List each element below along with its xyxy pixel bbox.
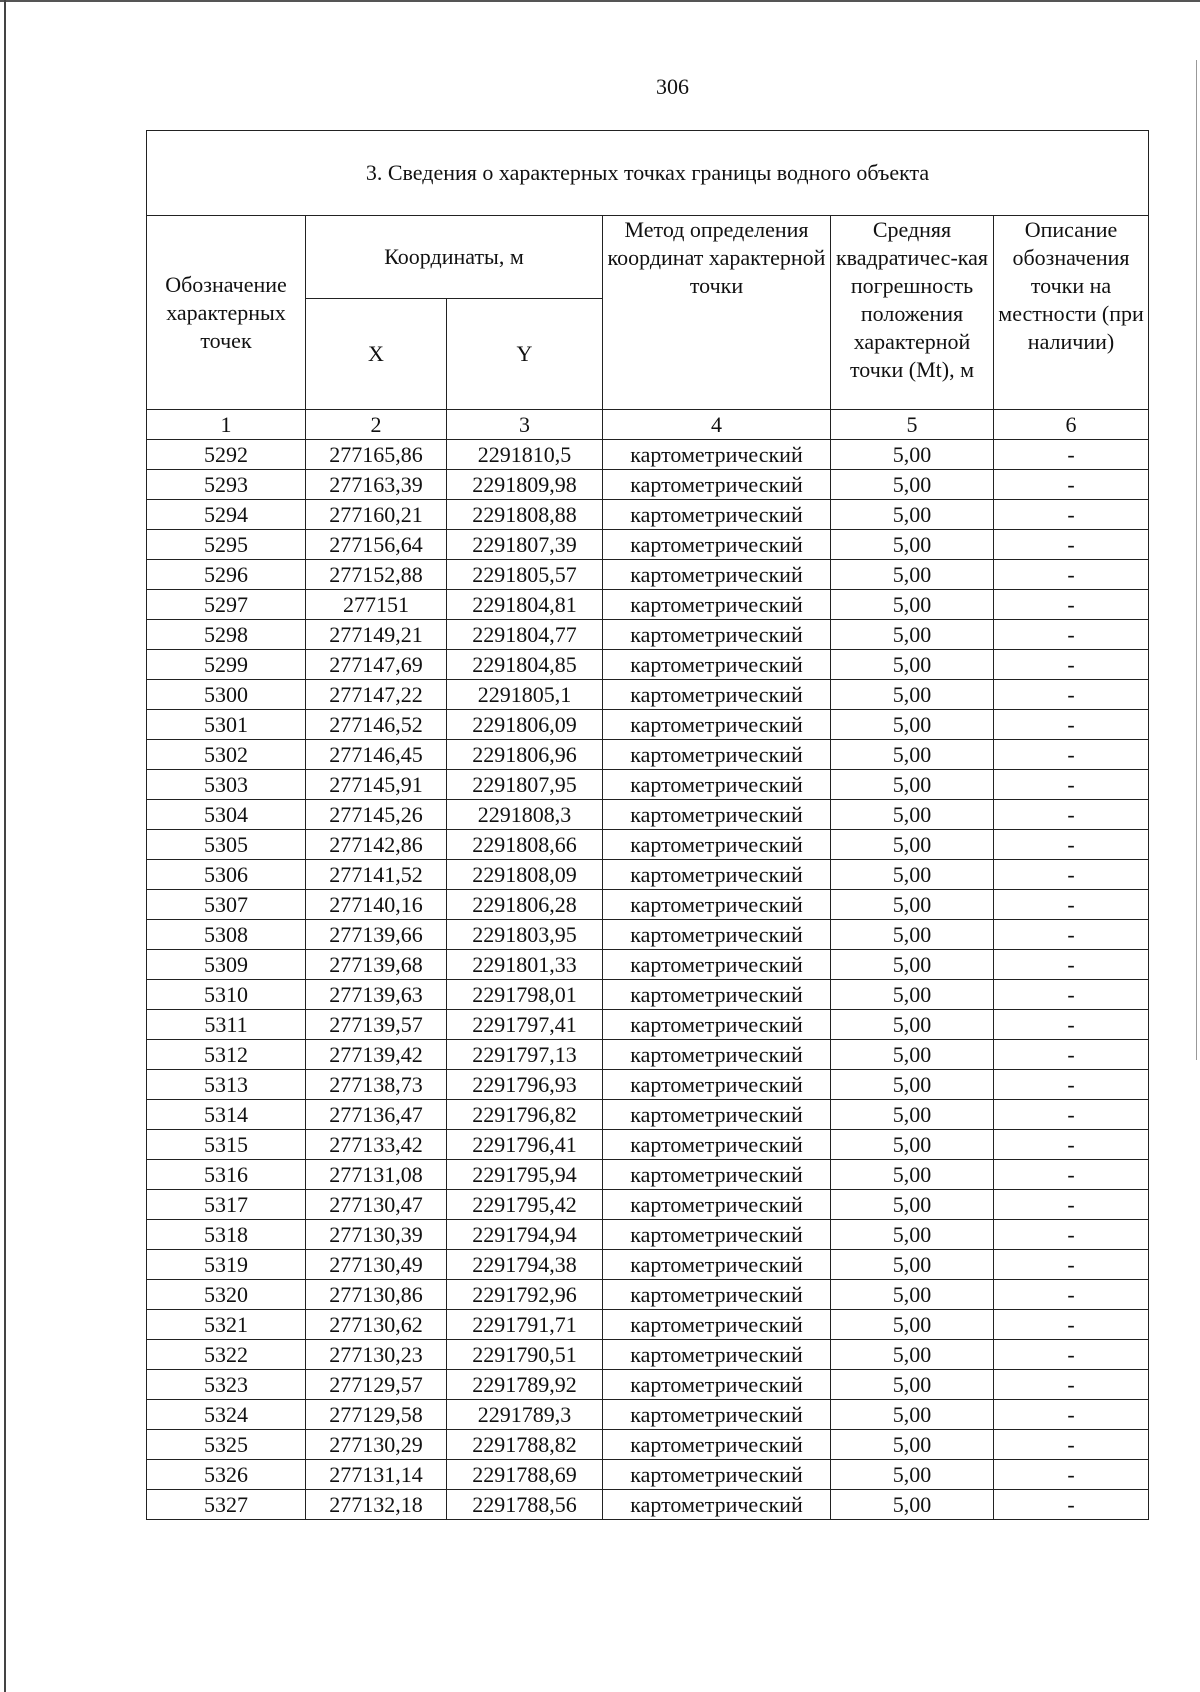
method-cell: картометрический (603, 1190, 831, 1220)
point-id-cell: 5315 (147, 1130, 306, 1160)
y-cell: 2291808,3 (447, 800, 603, 830)
x-cell: 277163,39 (306, 470, 447, 500)
error-cell: 5,00 (831, 680, 994, 710)
table-row (147, 1130, 1149, 1160)
method-cell: картометрический (603, 1370, 831, 1400)
description-cell: - (994, 1430, 1149, 1460)
x-cell: 277151 (306, 590, 447, 620)
y-cell: 2291798,01 (447, 980, 603, 1010)
y-cell: 2291806,28 (447, 890, 603, 920)
method-cell: картометрический (603, 1160, 831, 1190)
x-cell: 277139,42 (306, 1040, 447, 1070)
error-cell: 5,00 (831, 1280, 994, 1310)
y-cell: 2291791,71 (447, 1310, 603, 1340)
error-cell: 5,00 (831, 1040, 994, 1070)
y-cell: 2291808,88 (447, 500, 603, 530)
column-number: 3 (447, 410, 603, 440)
error-cell: 5,00 (831, 1130, 994, 1160)
description-cell: - (994, 1070, 1149, 1100)
point-id-cell: 5295 (147, 530, 306, 560)
error-cell: 5,00 (831, 1460, 994, 1490)
table-row (147, 920, 1149, 950)
error-cell: 5,00 (831, 530, 994, 560)
description-cell: - (994, 680, 1149, 710)
x-cell: 277136,47 (306, 1100, 447, 1130)
table-row (147, 470, 1149, 500)
y-cell: 2291789,3 (447, 1400, 603, 1430)
y-cell: 2291792,96 (447, 1280, 603, 1310)
description-cell: - (994, 1250, 1149, 1280)
y-cell: 2291797,13 (447, 1040, 603, 1070)
column-number: 1 (147, 410, 306, 440)
header-description: Описание обозначения точки на местности (при наличии) (994, 216, 1149, 410)
y-cell: 2291809,98 (447, 470, 603, 500)
description-cell: - (994, 710, 1149, 740)
method-cell: картометрический (603, 800, 831, 830)
x-cell: 277147,22 (306, 680, 447, 710)
point-id-cell: 5312 (147, 1040, 306, 1070)
description-cell: - (994, 440, 1149, 470)
error-cell: 5,00 (831, 890, 994, 920)
error-cell: 5,00 (831, 1010, 994, 1040)
x-cell: 277152,88 (306, 560, 447, 590)
x-cell: 277147,69 (306, 650, 447, 680)
point-id-cell: 5324 (147, 1400, 306, 1430)
error-cell: 5,00 (831, 1310, 994, 1340)
table-row (147, 1430, 1149, 1460)
error-cell: 5,00 (831, 1490, 994, 1520)
method-cell: картометрический (603, 1100, 831, 1130)
point-id-cell: 5300 (147, 680, 306, 710)
scan-edge-top (0, 0, 1200, 2)
table-row (147, 890, 1149, 920)
header-method: Метод определения координат характерной точки (603, 216, 831, 410)
x-cell: 277139,57 (306, 1010, 447, 1040)
y-cell: 2291788,69 (447, 1460, 603, 1490)
x-cell: 277130,29 (306, 1430, 447, 1460)
table-row (147, 530, 1149, 560)
x-cell: 277130,86 (306, 1280, 447, 1310)
y-cell: 2291794,94 (447, 1220, 603, 1250)
method-cell: картометрический (603, 1130, 831, 1160)
description-cell: - (994, 770, 1149, 800)
header-error: Средняя квадратичес-кая погрешность положения характерной точки (Mt), м (831, 216, 994, 410)
description-cell: - (994, 1490, 1149, 1520)
x-cell: 277160,21 (306, 500, 447, 530)
y-cell: 2291797,41 (447, 1010, 603, 1040)
x-cell: 277130,39 (306, 1220, 447, 1250)
description-cell: - (994, 950, 1149, 980)
point-id-cell: 5321 (147, 1310, 306, 1340)
error-cell: 5,00 (831, 830, 994, 860)
description-cell: - (994, 1010, 1149, 1040)
method-cell: картометрический (603, 890, 831, 920)
y-cell: 2291796,41 (447, 1130, 603, 1160)
description-cell: - (994, 470, 1149, 500)
table-row (147, 440, 1149, 470)
method-cell: картометрический (603, 740, 831, 770)
point-id-cell: 5317 (147, 1190, 306, 1220)
x-cell: 277130,62 (306, 1310, 447, 1340)
error-cell: 5,00 (831, 1070, 994, 1100)
table-row (147, 800, 1149, 830)
error-cell: 5,00 (831, 1340, 994, 1370)
table-row (147, 830, 1149, 860)
x-cell: 277129,57 (306, 1370, 447, 1400)
error-cell: 5,00 (831, 800, 994, 830)
method-cell: картометрический (603, 1250, 831, 1280)
error-cell: 5,00 (831, 470, 994, 500)
method-cell: картометрический (603, 470, 831, 500)
method-cell: картометрический (603, 860, 831, 890)
description-cell: - (994, 500, 1149, 530)
y-cell: 2291804,81 (447, 590, 603, 620)
x-cell: 277132,18 (306, 1490, 447, 1520)
method-cell: картометрический (603, 530, 831, 560)
description-cell: - (994, 830, 1149, 860)
point-id-cell: 5323 (147, 1370, 306, 1400)
method-cell: картометрический (603, 980, 831, 1010)
point-id-cell: 5316 (147, 1160, 306, 1190)
description-cell: - (994, 1340, 1149, 1370)
description-cell: - (994, 530, 1149, 560)
error-cell: 5,00 (831, 980, 994, 1010)
table-row (147, 1490, 1149, 1520)
table-row (147, 740, 1149, 770)
y-cell: 2291806,96 (447, 740, 603, 770)
x-cell: 277131,14 (306, 1460, 447, 1490)
point-id-cell: 5301 (147, 710, 306, 740)
x-cell: 277146,45 (306, 740, 447, 770)
header-x: X (306, 299, 447, 410)
point-id-cell: 5311 (147, 1010, 306, 1040)
x-cell: 277145,26 (306, 800, 447, 830)
description-cell: - (994, 1100, 1149, 1130)
x-cell: 277142,86 (306, 830, 447, 860)
table-row (147, 620, 1149, 650)
y-cell: 2291807,39 (447, 530, 603, 560)
error-cell: 5,00 (831, 740, 994, 770)
point-id-cell: 5322 (147, 1340, 306, 1370)
point-id-cell: 5318 (147, 1220, 306, 1250)
y-cell: 2291810,5 (447, 440, 603, 470)
point-id-cell: 5320 (147, 1280, 306, 1310)
error-cell: 5,00 (831, 590, 994, 620)
table-row (147, 1370, 1149, 1400)
description-cell: - (994, 1130, 1149, 1160)
method-cell: картометрический (603, 1460, 831, 1490)
method-cell: картометрический (603, 1040, 831, 1070)
table-title: 3. Сведения о характерных точках границы водного объекта (147, 131, 1149, 216)
error-cell: 5,00 (831, 920, 994, 950)
column-number: 6 (994, 410, 1149, 440)
method-cell: картометрический (603, 560, 831, 590)
x-cell: 277146,52 (306, 710, 447, 740)
column-numbers-row (147, 410, 1149, 440)
y-cell: 2291795,94 (447, 1160, 603, 1190)
description-cell: - (994, 800, 1149, 830)
y-cell: 2291806,09 (447, 710, 603, 740)
table-row (147, 950, 1149, 980)
table-row (147, 1010, 1149, 1040)
point-id-cell: 5299 (147, 650, 306, 680)
method-cell: картометрический (603, 440, 831, 470)
description-cell: - (994, 560, 1149, 590)
description-cell: - (994, 1160, 1149, 1190)
point-id-cell: 5326 (147, 1460, 306, 1490)
x-cell: 277139,66 (306, 920, 447, 950)
method-cell: картометрический (603, 500, 831, 530)
point-id-cell: 5325 (147, 1430, 306, 1460)
y-cell: 2291790,51 (447, 1340, 603, 1370)
page-number: 306 (656, 74, 689, 99)
table-row (147, 500, 1149, 530)
table-row (147, 1040, 1149, 1070)
description-cell: - (994, 590, 1149, 620)
table-row (147, 1190, 1149, 1220)
point-id-cell: 5305 (147, 830, 306, 860)
point-id-cell: 5308 (147, 920, 306, 950)
header-y: Y (447, 299, 603, 410)
method-cell: картометрический (603, 1310, 831, 1340)
method-cell: картометрический (603, 1070, 831, 1100)
method-cell: картометрический (603, 1340, 831, 1370)
point-id-cell: 5309 (147, 950, 306, 980)
table-row (147, 1160, 1149, 1190)
point-id-cell: 5306 (147, 860, 306, 890)
table-row (147, 1280, 1149, 1310)
y-cell: 2291789,92 (447, 1370, 603, 1400)
x-cell: 277130,23 (306, 1340, 447, 1370)
description-cell: - (994, 1040, 1149, 1070)
table-row (147, 1250, 1149, 1280)
scan-edge-right (1196, 60, 1197, 1060)
y-cell: 2291796,82 (447, 1100, 603, 1130)
column-number: 2 (306, 410, 447, 440)
description-cell: - (994, 1280, 1149, 1310)
x-cell: 277129,58 (306, 1400, 447, 1430)
description-cell: - (994, 920, 1149, 950)
x-cell: 277133,42 (306, 1130, 447, 1160)
table-row (147, 1340, 1149, 1370)
x-cell: 277145,91 (306, 770, 447, 800)
y-cell: 2291808,66 (447, 830, 603, 860)
description-cell: - (994, 1220, 1149, 1250)
table-row (147, 680, 1149, 710)
error-cell: 5,00 (831, 440, 994, 470)
x-cell: 277131,08 (306, 1160, 447, 1190)
boundary-points-table (146, 130, 1149, 1520)
point-id-cell: 5327 (147, 1490, 306, 1520)
error-cell: 5,00 (831, 650, 994, 680)
y-cell: 2291803,95 (447, 920, 603, 950)
method-cell: картометрический (603, 590, 831, 620)
x-cell: 277149,21 (306, 620, 447, 650)
point-id-cell: 5302 (147, 740, 306, 770)
point-id-cell: 5293 (147, 470, 306, 500)
description-cell: - (994, 1190, 1149, 1220)
x-cell: 277165,86 (306, 440, 447, 470)
column-number: 4 (603, 410, 831, 440)
method-cell: картометрический (603, 1490, 831, 1520)
table-row (147, 1460, 1149, 1490)
x-cell: 277139,63 (306, 980, 447, 1010)
method-cell: картометрический (603, 830, 831, 860)
point-id-cell: 5319 (147, 1250, 306, 1280)
method-cell: картометрический (603, 680, 831, 710)
x-cell: 277139,68 (306, 950, 447, 980)
point-id-cell: 5310 (147, 980, 306, 1010)
method-cell: картометрический (603, 1010, 831, 1040)
header-designation: Обозначение характерных точек (147, 216, 306, 410)
y-cell: 2291795,42 (447, 1190, 603, 1220)
table-row (147, 1100, 1149, 1130)
table-row (147, 1400, 1149, 1430)
y-cell: 2291804,85 (447, 650, 603, 680)
y-cell: 2291805,57 (447, 560, 603, 590)
x-cell: 277130,49 (306, 1250, 447, 1280)
y-cell: 2291801,33 (447, 950, 603, 980)
table-row (147, 1310, 1149, 1340)
table-row (147, 770, 1149, 800)
description-cell: - (994, 860, 1149, 890)
description-cell: - (994, 1370, 1149, 1400)
description-cell: - (994, 980, 1149, 1010)
y-cell: 2291796,93 (447, 1070, 603, 1100)
x-cell: 277138,73 (306, 1070, 447, 1100)
x-cell: 277141,52 (306, 860, 447, 890)
point-id-cell: 5313 (147, 1070, 306, 1100)
error-cell: 5,00 (831, 1430, 994, 1460)
description-cell: - (994, 740, 1149, 770)
method-cell: картометрический (603, 650, 831, 680)
method-cell: картометрический (603, 770, 831, 800)
table-row (147, 710, 1149, 740)
table-row (147, 1220, 1149, 1250)
table-row (147, 1070, 1149, 1100)
point-id-cell: 5296 (147, 560, 306, 590)
description-cell: - (994, 650, 1149, 680)
description-cell: - (994, 1400, 1149, 1430)
error-cell: 5,00 (831, 710, 994, 740)
method-cell: картометрический (603, 920, 831, 950)
y-cell: 2291804,77 (447, 620, 603, 650)
point-id-cell: 5298 (147, 620, 306, 650)
method-cell: картометрический (603, 950, 831, 980)
point-id-cell: 5292 (147, 440, 306, 470)
error-cell: 5,00 (831, 1250, 994, 1280)
method-cell: картометрический (603, 1220, 831, 1250)
y-cell: 2291807,95 (447, 770, 603, 800)
y-cell: 2291788,82 (447, 1430, 603, 1460)
point-id-cell: 5307 (147, 890, 306, 920)
description-cell: - (994, 1310, 1149, 1340)
method-cell: картометрический (603, 1430, 831, 1460)
y-cell: 2291794,38 (447, 1250, 603, 1280)
table-row (147, 860, 1149, 890)
description-cell: - (994, 1460, 1149, 1490)
error-cell: 5,00 (831, 1100, 994, 1130)
error-cell: 5,00 (831, 560, 994, 590)
table-row (147, 650, 1149, 680)
x-cell: 277140,16 (306, 890, 447, 920)
point-id-cell: 5304 (147, 800, 306, 830)
error-cell: 5,00 (831, 950, 994, 980)
description-cell: - (994, 620, 1149, 650)
description-cell: - (994, 890, 1149, 920)
table-row (147, 980, 1149, 1010)
error-cell: 5,00 (831, 770, 994, 800)
table-body (147, 440, 1149, 1520)
point-id-cell: 5303 (147, 770, 306, 800)
error-cell: 5,00 (831, 1400, 994, 1430)
error-cell: 5,00 (831, 500, 994, 530)
point-id-cell: 5314 (147, 1100, 306, 1130)
method-cell: картометрический (603, 1400, 831, 1430)
point-id-cell: 5297 (147, 590, 306, 620)
point-id-cell: 5294 (147, 500, 306, 530)
column-number: 5 (831, 410, 994, 440)
y-cell: 2291808,09 (447, 860, 603, 890)
header-coordinates: Координаты, м (306, 216, 603, 299)
x-cell: 277156,64 (306, 530, 447, 560)
y-cell: 2291788,56 (447, 1490, 603, 1520)
y-cell: 2291805,1 (447, 680, 603, 710)
method-cell: картометрический (603, 710, 831, 740)
table-row (147, 560, 1149, 590)
error-cell: 5,00 (831, 1160, 994, 1190)
error-cell: 5,00 (831, 860, 994, 890)
x-cell: 277130,47 (306, 1190, 447, 1220)
error-cell: 5,00 (831, 1220, 994, 1250)
error-cell: 5,00 (831, 620, 994, 650)
error-cell: 5,00 (831, 1370, 994, 1400)
scan-edge-left (4, 0, 6, 1692)
method-cell: картометрический (603, 620, 831, 650)
table-row (147, 590, 1149, 620)
error-cell: 5,00 (831, 1190, 994, 1220)
method-cell: картометрический (603, 1280, 831, 1310)
